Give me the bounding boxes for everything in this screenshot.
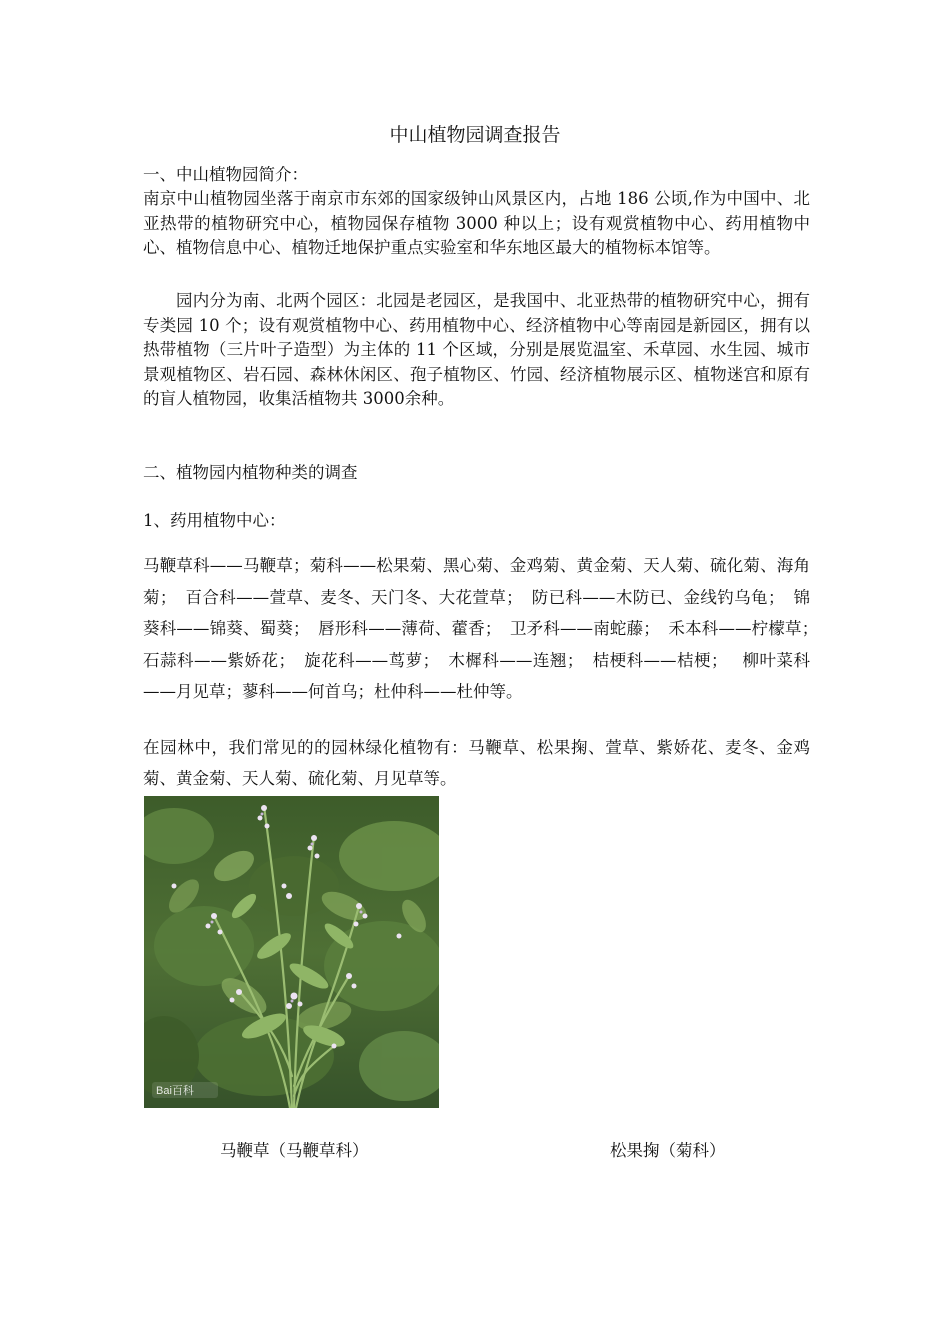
section1-heading: 一、中山植物园简介： (143, 165, 308, 184)
photo-watermark: Bai百科 (156, 1085, 194, 1097)
document-title: 中山植物园调查报告 (389, 124, 561, 146)
caption-verbena: 马鞭草（马鞭草科） (220, 1141, 369, 1160)
section1-paragraph2: 园内分为南、北两个园区：北园是老园区，是我国中、北亚热带的植物研究中心，拥有专类园 10 个；设有观赏植物中心、药用植物中心、经济植物中心等南园是新园区，拥有以热带植物（三片叶子造型）为主体的 11 个区域，分别是展览温室、禾草园、水生园、城市景观植物区、岩石园、森林休闲区、孢子植物区、竹园、经济植物展示区、植物迷宫和原有的盲人植物园，收集活植物共 3000余种。 (143, 291, 810, 408)
species-list-paragraph: 马鞭草科——马鞭草；菊科——松果菊、黑心菊、金鸡菊、黄金菊、天人菊、硫化菊、海角菊； 百合科——萱草、麦冬、天门冬、大花萱草； 防已科——木防已、金线钓乌龟； 锦葵科——锦葵、蜀葵； 唇形科——薄荷、藿香； 卫矛科——南蛇藤； 禾本科——柠檬草； 石蒜科——紫娇花； 旋花科——茑萝； 木樨科——连翘； 桔梗科——桔梗； 柳叶菜科——月见草；蓼科——何首乌；杜仲科——杜仲等。 (143, 556, 827, 701)
verbena-plant-photo (144, 796, 439, 1108)
section2-subheading: 1、药用植物中心： (143, 511, 286, 530)
common-plants-paragraph: 在园林中，我们常见的的园林绿化植物有：马鞭草、松果掬、萱草、紫娇花、麦冬、金鸡菊、黄金菊、天人菊、硫化菊、月见草等。 (143, 738, 810, 788)
caption-echinacea: 松果掬（菊科） (610, 1141, 726, 1160)
section1-paragraph1: 南京中山植物园坐落于南京市东郊的国家级钟山风景区内，占地 186 公顷,作为中国中、北亚热带的植物研究中心，植物园保存植物 3000 种以上；设有观赏植物中心、药用植物中心、植物信息中心、植物迁地保护重点实验室和华东地区最大的植物标本馆等。 (143, 189, 810, 257)
section2-heading: 二、植物园内植物种类的调查 (143, 463, 358, 482)
